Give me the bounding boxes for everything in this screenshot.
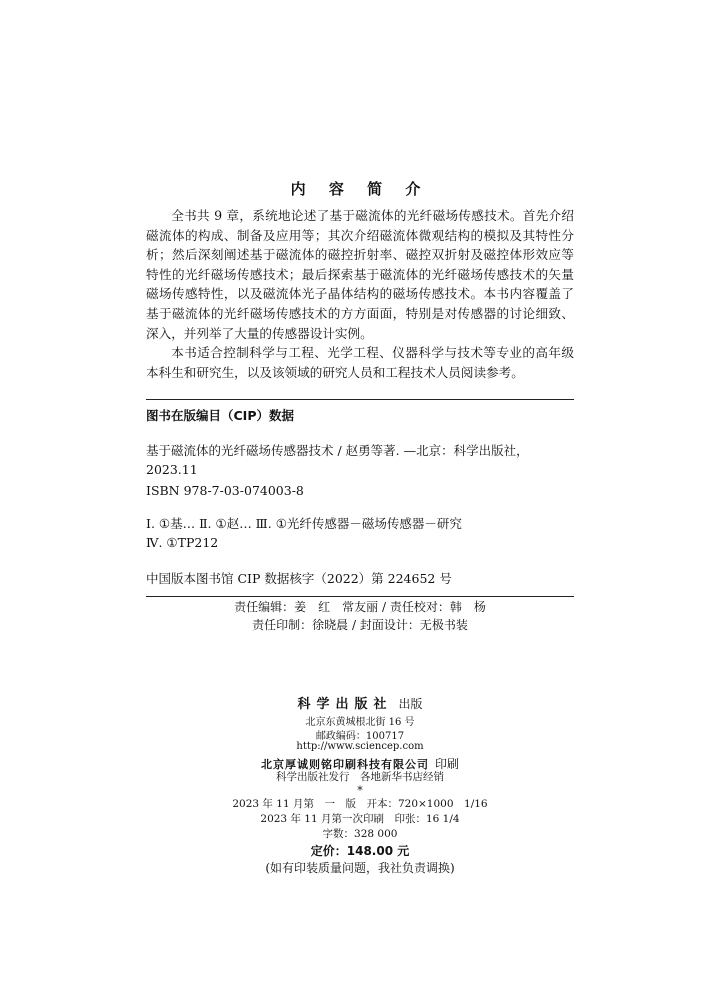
publisher-logo: 科学出版社 — [297, 697, 393, 712]
quality-notice: (如有印装质量问题，我社负责调换) — [265, 861, 455, 875]
summary-paragraph: 本书适合控制科学与工程、光学工程、仪器科学与技术等专业的高年级本科生和研究生，以及该领域的研究人员和工程技术人员阅读参考。 — [146, 345, 574, 380]
divider-bottom — [146, 596, 574, 597]
cip-classification-line: Ⅰ. ①基… Ⅱ. ①赵… Ⅲ. ①光纤传感器－磁场传感器－研究 — [146, 516, 462, 531]
printing-line: 2023 年 11 月第一次印刷 印张：16 1/4 — [260, 813, 460, 825]
cip-title-line: 基于磁流体的光纤磁场传感器技术 / 赵勇等著. —北京：科学出版社， — [146, 443, 529, 458]
publisher-suffix: 出版 — [398, 697, 423, 711]
publisher-address: 北京东黄城根北街 16 号 — [305, 717, 415, 728]
edition-line: 2023 年 11 月第 一 版 开本：720×1000 1/16 — [232, 798, 488, 810]
production-line: 责任印制：徐晓晨 / 封面设计：无极书装 — [252, 618, 468, 632]
publisher-row — [0, 693, 720, 712]
postcode: 邮政编码：100717 — [315, 731, 405, 742]
cip-classification-code: Ⅳ. ①TP212 — [146, 535, 219, 550]
cip-isbn-line: ISBN 978-7-03-074003-8 — [146, 483, 304, 498]
printer-logo: 北京厚诚则铭印刷科技有限公司 — [260, 758, 429, 771]
distribution-line: 科学出版社发行 各地新华书店经销 — [276, 771, 444, 783]
summary-title: 内 容 简 介 — [290, 180, 430, 198]
separator-star: * — [357, 784, 363, 797]
summary-body — [146, 206, 574, 382]
cip-year-line: 2023.11 — [146, 462, 198, 477]
price: 定价：148.00 元 — [310, 844, 410, 858]
word-count: 字数：328 000 — [322, 828, 398, 840]
cip-heading: 图书在版编目（CIP）数据 — [146, 408, 294, 423]
editors-line: 责任编辑：姜 红 常友丽 / 责任校对：韩 杨 — [234, 600, 486, 614]
divider-top — [146, 399, 574, 400]
publisher-website: http://www.sciencep.com — [296, 741, 424, 752]
cip-record-number: 中国版本图书馆 CIP 数据核字（2022）第 224652 号 — [146, 571, 452, 586]
printer-suffix: 印刷 — [434, 757, 459, 771]
summary-paragraph: 全书共 9 章，系统地论述了基于磁流体的光纤磁场传感技术。首先介绍磁流体的构成、制备及应用等；其次介绍磁流体微观结构的模拟及其特性分析；然后深刻阐述基于磁流体的磁控折射率、磁控双折射及磁控体形效应等特性的光纤磁场传感技术；最后探索基于磁流体的光纤磁场传感技术的矢量磁场传感特性，以及磁流体光子晶体结构的磁场传感技术。本书内容覆盖了基于磁流体的光纤磁场传感技术的方方面面，特别是对传感器的讨论细致、深入，并列举了大量的传感器设计实例。 — [146, 208, 574, 341]
